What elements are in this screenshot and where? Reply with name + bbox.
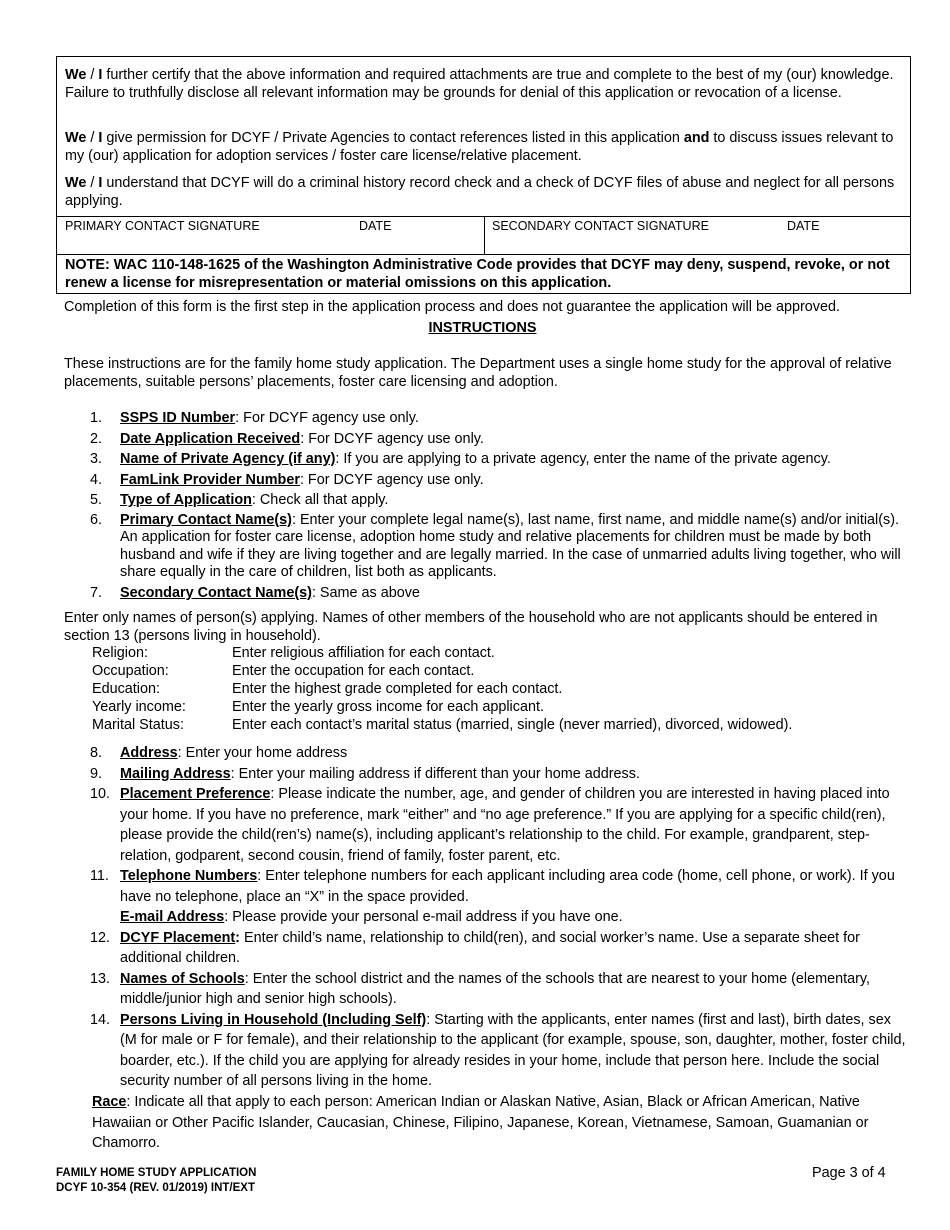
instructions-intro: These instructions are for the family home study application. The Department uses a single home study for the approval of relative placements, suitable persons’ placements, foster care licensing and adoption. — [64, 356, 892, 390]
race-term: Race — [92, 1094, 127, 1110]
item-number: 1. — [90, 410, 103, 426]
item-term: Address — [120, 745, 178, 761]
item-number: 14. — [90, 1011, 111, 1028]
list-item — [90, 512, 906, 582]
item-number: 13. — [90, 970, 111, 987]
completion-notice: Completion of this form is the first step in the application process and does not guarantee the application will be approved. — [64, 299, 840, 315]
item-term: Telephone Numbers — [120, 868, 258, 884]
certification-paragraph-2: We / I give permission for DCYF / Private Agencies to contact references listed in this application and to discuss issues relevant to my (our) application for adoption services / foster care license/relative placement. — [65, 130, 894, 164]
list-item — [90, 471, 906, 489]
field-label: Education: — [92, 681, 161, 697]
item-text: : Enter telephone numbers for each applicant including area code (home, cell phone, or work). If you have no telephone, place an “X” in the space provided. — [120, 868, 895, 905]
primary-signature-field[interactable]: PRIMARY CONTACT SIGNATURE — [65, 219, 260, 233]
list-item — [90, 409, 906, 427]
applicant-names-note: Enter only names of person(s) applying. Names of other members of the household who are not applicants should be entered in section 13 (persons living in household). — [64, 610, 878, 644]
item-number: 5. — [90, 492, 103, 508]
certification-box — [56, 56, 911, 294]
item-term: E-mail Address — [120, 909, 225, 925]
item-term: Type of Application — [120, 492, 252, 508]
signature-row — [57, 216, 910, 255]
signature-divider — [484, 217, 485, 254]
item-text: : Enter your complete legal name(s), last name, first name, and middle name(s) and/or initial(s). An application for foster care license, adoption home study and relative placements for children must be made by both husband and wife if they are living together and are legally married. In the case of unmarried adults living together, who will share equally in the care of children, list both as applicants. — [120, 511, 901, 580]
item-term: Persons Living in Household (Including Self) — [120, 1011, 427, 1028]
form-number: DCYF 10-354 (REV. 01/2019) INT/EXT — [56, 1181, 255, 1194]
field-label: Occupation: — [92, 663, 169, 679]
item-number: 7. — [90, 585, 103, 601]
item-number: 4. — [90, 471, 103, 488]
field-label: Religion: — [92, 645, 148, 661]
item-number: 3. — [90, 451, 103, 467]
form-title: FAMILY HOME STUDY APPLICATION — [56, 1167, 257, 1179]
race-instruction — [92, 1092, 912, 1154]
form-footer — [56, 1166, 256, 1195]
item-number: 12. — [90, 929, 111, 946]
item-text: : Enter the school district and the names of the schools that are nearest to your home (elementary, middle/junior high and senior high schools). — [120, 970, 871, 1007]
wac-note: NOTE: WAC 110-148-1625 of the Washington Administrative Code provides that DCYF may deny, suspend, revoke, or not renew a license for misrepresentation or material omissions on this application. — [65, 257, 890, 291]
list-item — [90, 743, 906, 764]
item-term: SSPS ID Number — [120, 410, 236, 426]
item-text: : Enter your mailing address if different than your home address. — [230, 765, 640, 782]
item-text: : Please indicate the number, age, and gender of children you are interested in having placed into your home. If you have no preference, mark “either” and “no age preference.” If you are applying for a specific child(ren), please provide the child(ren’s) name(s), including applicant’s relationship to the child. For example, grandparent, step-relation, godparent, second cousin, friend of family, foster parent, etc. — [120, 786, 890, 864]
item-text: : For DCYF agency use only. — [299, 471, 484, 488]
item-text: : Check all that apply. — [251, 492, 389, 508]
item-term: Names of Schools — [120, 970, 245, 987]
item-number: 2. — [90, 430, 103, 447]
item-number: 9. — [90, 765, 103, 782]
list-item — [90, 969, 906, 1010]
list-item — [90, 491, 906, 509]
item-term: Secondary Contact Name(s) — [120, 585, 312, 601]
certification-paragraph-1: We / I further certify that the above information and required attachments are true and complete to the best of my (our) knowledge. Failure to truthfully disclose all relevant information may be grounds for denial of this application or revocation of a license. — [65, 67, 894, 101]
item-number: 8. — [90, 745, 103, 761]
item-text: : For DCYF agency use only. — [300, 430, 484, 447]
field-label: Yearly income: — [92, 699, 186, 715]
item-term: DCYF Placement — [120, 929, 236, 946]
item-term: Primary Contact Name(s) — [120, 511, 292, 528]
field-description: Enter the yearly gross income for each applicant. — [232, 699, 544, 715]
instructions-list-part-1 — [90, 409, 906, 605]
list-item — [90, 1010, 906, 1092]
item-text: : Please provide your personal e-mail address if you have one. — [224, 909, 623, 925]
item-text: : If you are applying to a private agency, enter the name of the private agency. — [335, 451, 831, 467]
instructions-list-part-2 — [90, 743, 906, 1092]
list-item — [90, 784, 906, 866]
item-text: : Same as above — [311, 585, 420, 601]
race-text: : Indicate all that apply to each person: American Indian or Alaskan Native, Asian, Black or African American, Native Hawaiian or Other Pacific Islander, Caucasian, Chinese, Filipino, Japanese, Korean, Vietnamese, Samoan, Guamanian or Chamorro. — [92, 1094, 869, 1151]
item-term-suffix: : — [235, 929, 240, 946]
field-description: Enter the occupation for each contact. — [232, 663, 475, 679]
item-text: : For DCYF agency use only. — [235, 410, 419, 426]
secondary-signature-field[interactable]: SECONDARY CONTACT SIGNATURE — [492, 219, 709, 233]
list-item — [90, 928, 906, 969]
primary-date-field[interactable]: DATE — [359, 219, 392, 233]
item-text: : Enter your home address — [177, 745, 348, 761]
email-instruction — [120, 907, 906, 928]
item-term: Mailing Address — [120, 765, 231, 782]
secondary-date-field[interactable]: DATE — [787, 219, 820, 233]
item-text: : Starting with the applicants, enter names (first and last), birth dates, sex (M for male or F for female), and their relationship to the applicant (for example, spouse, son, daughter, mother, foster child, boarder, etc.). If the child you are applying for already resides in your home, include that person here. Include the social security number of all persons living in the home. — [120, 1011, 906, 1089]
list-item — [90, 584, 906, 602]
list-item — [90, 866, 906, 928]
list-item — [90, 764, 906, 785]
field-description: Enter religious affiliation for each contact. — [232, 645, 495, 661]
item-number: 10. — [90, 786, 111, 802]
field-description: Enter each contact’s marital status (married, single (never married), divorced, widowed). — [232, 717, 793, 733]
list-item — [90, 430, 906, 448]
item-term: Placement Preference — [120, 786, 271, 802]
field-label: Marital Status: — [92, 717, 184, 733]
item-number: 6. — [90, 511, 103, 528]
page-number: Page 3 of 4 — [812, 1165, 886, 1181]
item-term: Name of Private Agency (if any) — [120, 451, 336, 467]
item-term: FamLink Provider Number — [120, 471, 300, 488]
list-item — [90, 450, 906, 468]
certification-paragraph-3: We / I understand that DCYF will do a criminal history record check and a check of DCYF files of abuse and neglect for all persons applying. — [65, 175, 895, 209]
instructions-title: INSTRUCTIONS — [428, 320, 537, 336]
item-term: Date Application Received — [120, 430, 301, 447]
item-text: Enter child’s name, relationship to child(ren), and social worker’s name. Use a separate sheet for additional children. — [120, 929, 860, 966]
item-number: 11. — [90, 868, 109, 884]
field-description: Enter the highest grade completed for each contact. — [232, 681, 563, 697]
